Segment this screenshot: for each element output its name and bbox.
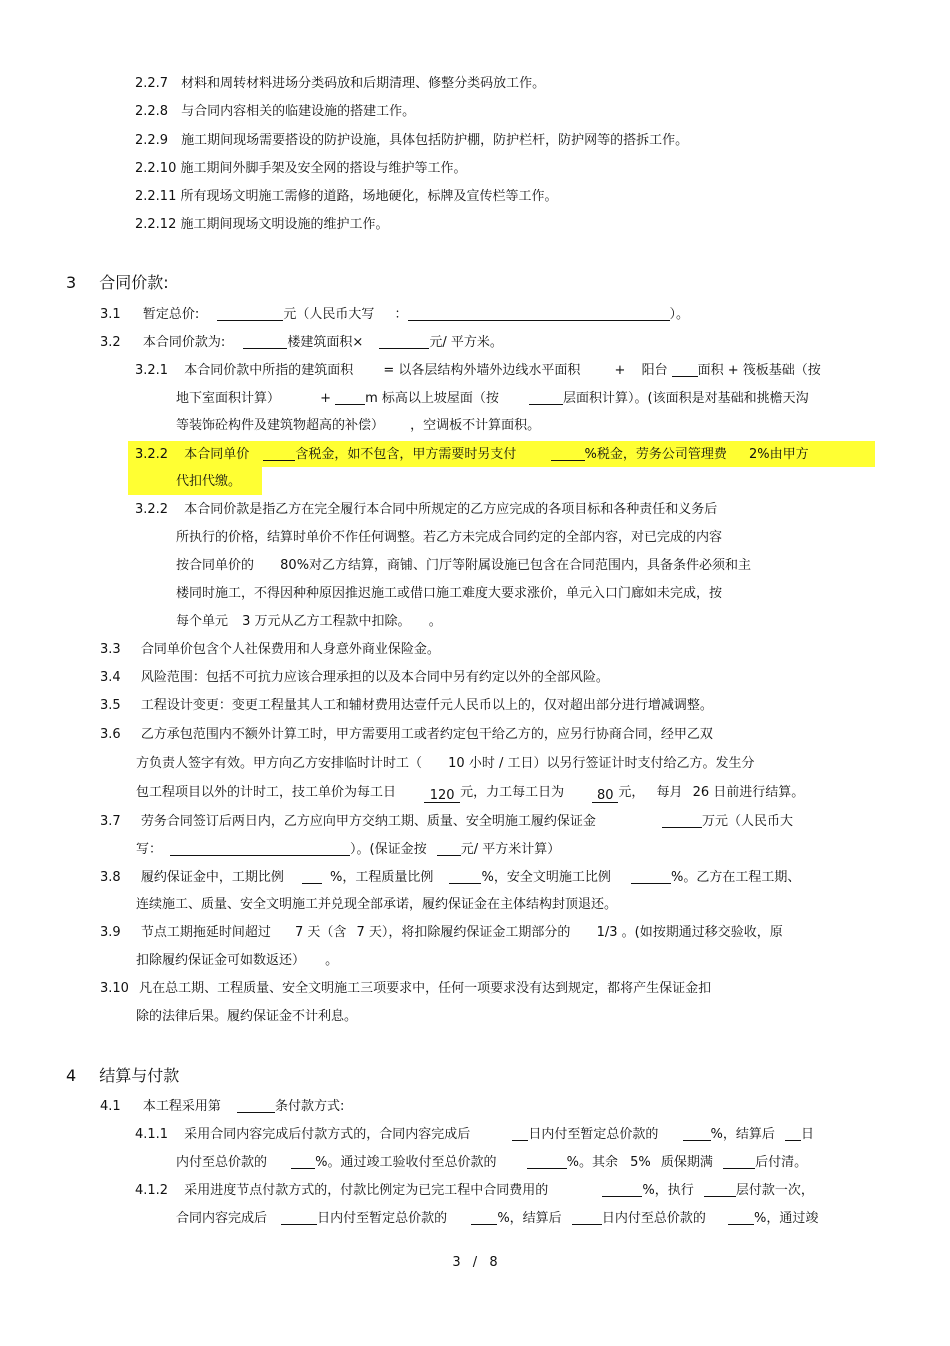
item-number: 3.1 xyxy=(100,307,121,322)
item-3-2-1-line3: 等装饰砼构件及建筑物超高的补偿） ，空调板不计算面积。 xyxy=(176,418,541,433)
item-number: 3.6 xyxy=(100,727,121,742)
blank-total-price[interactable] xyxy=(217,305,283,321)
item-2-2-8: 2.2.8 与合同内容相关的临建设施的搭建工作。 xyxy=(135,104,416,119)
blank-days-3[interactable] xyxy=(281,1209,317,1225)
section-title: 结算与付款 xyxy=(99,1066,180,1085)
item-2-2-10: 2.2.10 施工期间外脚手架及安全网的搭设与维护等工作。 xyxy=(135,161,467,176)
section-4-heading xyxy=(66,1066,179,1086)
item-3-6-line2: 方负责人签字有效。甲方向乙方安排临时计时工（ 10 小时 / 工日）以另行签证计时支付给乙方。发生分 xyxy=(136,756,755,771)
blank-deposit-in-words[interactable] xyxy=(170,840,350,856)
blank-tax-rate[interactable] xyxy=(551,445,585,461)
section-title: 合同价款: xyxy=(99,273,169,292)
item-3-3: 3.3 合同单价包含个人社保费用和人身意外商业保险金。 xyxy=(100,642,440,657)
item-3-9-line2: 扣除履约保证金可如数返还） 。 xyxy=(136,953,339,968)
item-3-6-line3: 包工程项目以外的计时工，技工单价为每工日 120 元，力工每工日为 80 元， 每月 26 日前进行结算。 xyxy=(136,785,805,803)
item-3-2-2-highlighted-line1: 3.2.2 本合同单价 含税金，如不包含，甲方需要时另支付 %税金，劳务公司管理费 2%由甲方 xyxy=(135,447,809,462)
blank-unit-price[interactable] xyxy=(379,333,429,349)
skilled-worker-rate[interactable]: 120 xyxy=(424,787,460,803)
item-3-6-line1: 3.6 乙方承包范围内不额外计算工时，甲方需要用工或者约定包干给乙方的，应另行协商合同，经甲乙双 xyxy=(100,727,713,742)
blank-tax-included[interactable] xyxy=(263,445,295,461)
item-number: 3.5 xyxy=(100,698,121,713)
item-3-2-2-line4: 楼同时施工，不得因种种原因推迟施工或借口施工难度大要求涨价，单元入口门廊如未完成，按 xyxy=(176,586,723,601)
blank-deposit-rate[interactable] xyxy=(437,840,461,856)
blank-percent-2[interactable] xyxy=(291,1153,315,1169)
blank-safety-ratio[interactable] xyxy=(631,868,671,884)
item-number: 3.2.1 xyxy=(135,363,169,378)
item-number: 3.4 xyxy=(100,670,121,685)
item-4-1: 4.1 本工程采用第 条付款方式: xyxy=(100,1099,345,1114)
page-separator: / xyxy=(472,1255,478,1270)
item-4-1-1-line1: 4.1.1 采用合同内容完成后付款方式的，合同内容完成后 日内付至暂定总价款的 %，结算后 日 xyxy=(135,1127,815,1142)
item-2-2-11: 2.2.11 所有现场文明施工需修的道路，场地硬化，标牌及宣传栏等工作。 xyxy=(135,189,558,204)
item-3-2-1-line2: 地下室面积计算） + m 标高以上坡屋面（按 层面积计算）。(该面积是对基础和挑檐天沟 xyxy=(176,391,809,406)
item-number: 3.2.2 xyxy=(135,502,169,517)
item-2-2-9: 2.2.9 施工期间现场需要搭设的防护设施，具体包括防护棚，防护栏杆，防护网等的搭拆工作。 xyxy=(135,133,689,148)
item-4-1-1-line2: 内付至总价款的 %。通过竣工验收付至总价款的 %。其余 5% 质保期满 后付清。 xyxy=(176,1155,808,1170)
blank-building-no[interactable] xyxy=(243,333,287,349)
item-number: 3.2 xyxy=(100,335,121,350)
item-number: 3.3 xyxy=(100,642,121,657)
item-3-2-2-line3: 按合同单价的 80%对乙方结算，商铺、门厅等附属设施已包含在合同范围内，具备条件必须和主 xyxy=(176,558,752,573)
blank-roof-ratio[interactable] xyxy=(529,389,563,405)
item-3-2-2-highlighted-line2: 代扣代缴。 xyxy=(176,474,242,489)
blank-deposit-amount[interactable] xyxy=(662,812,702,828)
blank-percent-5[interactable] xyxy=(728,1209,754,1225)
section-number: 4 xyxy=(66,1066,77,1085)
item-3-7-line2: 写： ）。(保证金按 元/ 平方米计算） xyxy=(136,842,561,857)
item-number: 4.1.2 xyxy=(135,1183,169,1198)
item-number: 3.8 xyxy=(100,870,121,885)
item-3-8-line1: 3.8 履约保证金中，工期比例 %，工程质量比例 %，安全文明施工比例 %。乙方在工程工期、 xyxy=(100,870,801,885)
blank-progress-percent[interactable] xyxy=(602,1181,642,1197)
blank-payment-clause[interactable] xyxy=(237,1097,275,1113)
current-page: 3 xyxy=(452,1255,461,1270)
item-number: 3.7 xyxy=(100,814,121,829)
section-3-heading xyxy=(66,273,169,293)
section-number: 3 xyxy=(66,273,77,292)
item-3-2: 3.2 本合同价款为: 楼建筑面积× 元/ 平方米。 xyxy=(100,335,503,350)
blank-elevation[interactable] xyxy=(335,389,365,405)
item-3-4: 3.4 风险范围：包括不可抗力应该合理承担的以及本合同中另有约定以外的全部风险。 xyxy=(100,670,609,685)
item-2-2-7: 2.2.7 材料和周转材料进场分类码放和后期清理、修整分类码放工作。 xyxy=(135,76,546,91)
blank-percent-1[interactable] xyxy=(683,1125,711,1141)
item-number: 3.10 xyxy=(100,981,129,996)
blank-days-1[interactable] xyxy=(512,1125,528,1141)
blank-price-in-words[interactable] xyxy=(408,305,670,321)
blank-days-2[interactable] xyxy=(785,1125,801,1141)
item-3-5: 3.5 工程设计变更：变更工程量其人工和辅材费用达壹仟元人民币以上的，仅对超出部分进行增减调整。 xyxy=(100,698,713,713)
item-2-2-12: 2.2.12 施工期间现场文明设施的维护工作。 xyxy=(135,217,389,232)
blank-percent-4[interactable] xyxy=(471,1209,497,1225)
total-pages: 8 xyxy=(489,1255,498,1270)
item-4-1-2-line1: 4.1.2 采用进度节点付款方式的，付款比例定为已完工程中合同费用的 %，执行 层付款一次， xyxy=(135,1183,814,1198)
laborer-rate[interactable]: 80 xyxy=(592,787,618,803)
item-3-9-line1: 3.9 节点工期拖延时间超过 7 天（含 7 天），将扣除履约保证金工期部分的 1/3 。(如按期通过移交验收，原 xyxy=(100,925,783,940)
item-number: 3.2.2 xyxy=(135,447,169,462)
item-3-8-line2: 连续施工、质量、安全文明施工并兑现全部承诺，履约保证金在主体结构封顶退还。 xyxy=(136,897,618,912)
blank-warranty[interactable] xyxy=(723,1153,755,1169)
blank-quality-ratio[interactable] xyxy=(449,868,481,884)
blank-balcony-ratio[interactable] xyxy=(672,361,698,377)
item-3-10-line1: 3.10 凡在总工期、工程质量、安全文明施工三项要求中，任何一项要求没有达到规定，都将产生保证金扣 xyxy=(100,981,712,996)
item-number: 4.1 xyxy=(100,1099,121,1114)
item-3-2-1-line1: 3.2.1 本合同价款中所指的建筑面积 = 以各层结构外墙外边线水平面积 + 阳台 面积 + 筏板基础（按 xyxy=(135,363,821,378)
item-3-7-line1: 3.7 劳务合同签订后两日内，乙方应向甲方交纳工期、质量、安全明施工履约保证金 万元（人民币大 xyxy=(100,814,793,829)
blank-days-4[interactable] xyxy=(572,1209,602,1225)
blank-schedule-ratio[interactable] xyxy=(302,868,322,884)
item-3-1: 3.1 暂定总价: 元（人民币大写 ： ）。 xyxy=(100,307,690,322)
item-number: 4.1.1 xyxy=(135,1127,169,1142)
item-4-1-2-line2: 合同内容完成后 日内付至暂定总价款的 %，结算后 日内付至总价款的 %，通过竣 xyxy=(176,1211,819,1226)
blank-percent-3[interactable] xyxy=(527,1153,567,1169)
item-3-2-2-line1: 3.2.2 本合同价款是指乙方在完全履行本合同中所规定的乙方应完成的各项目标和各种责任和义务后 xyxy=(135,502,718,517)
item-number: 3.9 xyxy=(100,925,121,940)
item-3-10-line2: 除的法律后果。履约保证金不计利息。 xyxy=(136,1009,358,1024)
page-number xyxy=(0,1255,950,1270)
item-3-2-2-line2: 所执行的价格，结算时单价不作任何调整。若乙方未完成合同约定的全部内容，对已完成的内容 xyxy=(176,530,723,545)
blank-floors[interactable] xyxy=(704,1181,736,1197)
item-3-2-2-line5: 每个单元 3 万元从乙方工程款中扣除。 。 xyxy=(176,614,442,629)
